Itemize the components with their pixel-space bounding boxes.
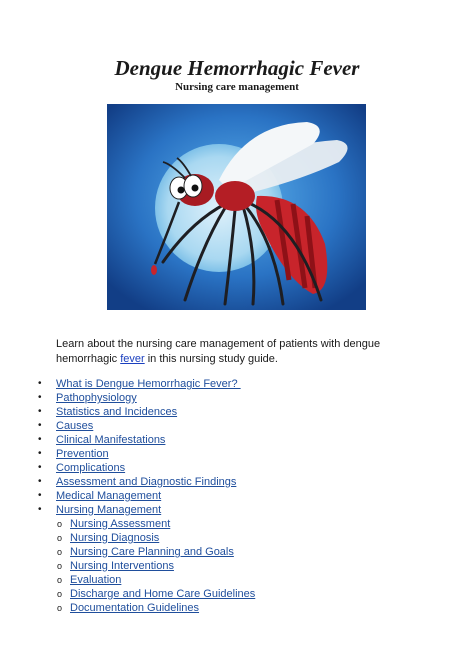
intro-paragraph	[56, 337, 386, 367]
toc-link-causes[interactable]: Causes	[56, 420, 94, 432]
bullet-icon: •	[38, 434, 42, 445]
toc-link-nursing-assessment[interactable]: Nursing Assessment	[70, 518, 171, 530]
sub-bullet-icon: o	[57, 589, 63, 599]
document-subtitle: Nursing care management	[175, 81, 299, 93]
toc-link-care-planning[interactable]: Nursing Care Planning and Goals	[70, 546, 234, 558]
toc-link-what-is[interactable]: What is Dengue Hemorrhagic Fever?	[56, 378, 241, 390]
blood-drop	[151, 265, 157, 275]
toc-link-documentation-guidelines[interactable]: Documentation Guidelines	[70, 602, 200, 614]
toc-link-pathophysiology[interactable]: Pathophysiology	[56, 392, 137, 404]
bullet-icon: •	[38, 406, 42, 417]
sub-bullet-icon: o	[57, 533, 63, 543]
sub-bullet-icon: o	[57, 575, 63, 585]
sub-bullet-icon: o	[57, 547, 63, 557]
toc-link-complications[interactable]: Complications	[56, 462, 126, 474]
toc-link-nursing-diagnosis[interactable]: Nursing Diagnosis	[70, 532, 160, 544]
sub-bullet-icon: o	[57, 519, 63, 529]
toc-link-evaluation[interactable]: Evaluation	[70, 574, 122, 586]
mosquito-illustration	[107, 104, 366, 310]
toc-link-prevention[interactable]: Prevention	[56, 448, 109, 460]
toc-link-nursing-management[interactable]: Nursing Management	[56, 504, 162, 516]
sub-bullet-icon: o	[57, 603, 63, 613]
document-title: Dengue Hemorrhagic Fever	[114, 56, 360, 80]
bullet-icon: •	[38, 504, 42, 515]
bullet-icon: •	[38, 420, 42, 431]
bullet-icon: •	[38, 462, 42, 473]
fever-link[interactable]: fever	[120, 353, 145, 365]
sub-bullet-icon: o	[57, 561, 63, 571]
intro-text-before: Learn about the nursing care management of patients with dengue hemorrhagic	[56, 338, 381, 365]
toc-link-medical-management[interactable]: Medical Management	[56, 490, 162, 502]
bullet-icon: •	[38, 476, 42, 487]
toc-link-clinical-manifestations[interactable]: Clinical Manifestations	[56, 434, 166, 446]
bullet-icon: •	[38, 490, 42, 501]
bullet-icon: •	[38, 392, 42, 403]
intro-text-after: in this nursing study guide.	[144, 353, 278, 365]
toc-link-discharge-guidelines[interactable]: Discharge and Home Care Guidelines	[70, 588, 256, 600]
toc-link-assessment[interactable]: Assessment and Diagnostic Findings	[56, 476, 237, 488]
toc-link-nursing-interventions[interactable]: Nursing Interventions	[70, 560, 174, 572]
toc-link-statistics[interactable]: Statistics and Incidences	[56, 406, 178, 418]
bullet-icon: •	[38, 378, 42, 389]
mosquito-thorax	[215, 181, 255, 211]
bullet-icon: •	[38, 448, 42, 459]
